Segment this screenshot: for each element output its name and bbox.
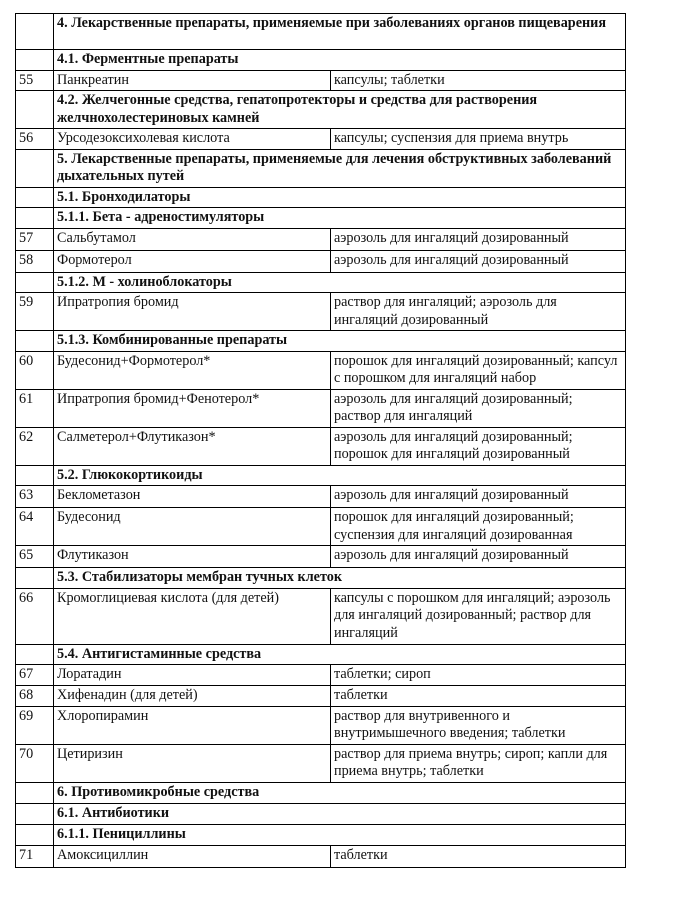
dosage-form: порошок для ингаляций дозированный; суспензия для ингаляций дозированная (331, 508, 626, 546)
drug-row (16, 486, 626, 508)
drug-name: Ипратропия бромид (54, 293, 331, 331)
section-header-row (16, 824, 626, 845)
section-title: 5.3. Стабилизаторы мембран тучных клеток (54, 568, 626, 589)
table-body (16, 14, 626, 868)
drug-name: Беклометазон (54, 486, 331, 508)
dosage-form: капсулы с порошком для ингаляций; аэрозоль для ингаляций дозированный; раствор для ингаляций (331, 588, 626, 644)
drug-row (16, 427, 626, 465)
drug-name: Хлоропирамин (54, 706, 331, 744)
row-number: 58 (16, 250, 54, 272)
row-number: 61 (16, 389, 54, 427)
drug-row (16, 845, 626, 867)
dosage-form: аэрозоль для ингаляций дозированный; порошок для ингаляций дозированный (331, 427, 626, 465)
drug-row (16, 389, 626, 427)
drug-name: Формотерол (54, 250, 331, 272)
number-cell-empty (16, 50, 54, 71)
row-number: 64 (16, 508, 54, 546)
number-cell-empty (16, 272, 54, 293)
dosage-form: капсулы; таблетки (331, 70, 626, 91)
row-number: 71 (16, 845, 54, 867)
drug-row (16, 351, 626, 389)
section-header-row (16, 149, 626, 187)
section-header-row (16, 331, 626, 352)
dosage-form: аэрозоль для ингаляций дозированный (331, 486, 626, 508)
section-header-row (16, 782, 626, 803)
dosage-form: аэрозоль для ингаляций дозированный; раствор для ингаляций (331, 389, 626, 427)
drug-row (16, 228, 626, 250)
dosage-form: капсулы; суспензия для приема внутрь (331, 129, 626, 150)
section-title: 6.1. Антибиотики (54, 803, 626, 824)
drug-name: Салметерол+Флутиказон* (54, 427, 331, 465)
drug-row (16, 665, 626, 686)
section-title: 5.1.1. Бета - адреностимуляторы (54, 208, 626, 229)
row-number: 60 (16, 351, 54, 389)
number-cell-empty (16, 465, 54, 486)
number-cell-empty (16, 91, 54, 129)
section-header-row (16, 568, 626, 589)
drug-row (16, 546, 626, 568)
section-header-row (16, 272, 626, 293)
drug-row (16, 70, 626, 91)
section-title: 5.2. Глюкокортикоиды (54, 465, 626, 486)
section-header-row (16, 187, 626, 208)
dosage-form: раствор для внутривенного и внутримышечного введения; таблетки (331, 706, 626, 744)
dosage-form: аэрозоль для ингаляций дозированный (331, 250, 626, 272)
section-title: 4.1. Ферментные препараты (54, 50, 626, 71)
drug-row (16, 744, 626, 782)
dosage-form: таблетки (331, 845, 626, 867)
section-title: 5. Лекарственные препараты, применяемые для лечения обструктивных заболеваний дыхательных путей (54, 149, 626, 187)
number-cell-empty (16, 803, 54, 824)
section-header-row (16, 803, 626, 824)
section-header-row (16, 14, 626, 50)
number-cell-empty (16, 331, 54, 352)
section-title: 6.1.1. Пенициллины (54, 824, 626, 845)
number-cell-empty (16, 187, 54, 208)
section-header-row (16, 644, 626, 665)
dosage-form: таблетки; сироп (331, 665, 626, 686)
drug-name: Флутиказон (54, 546, 331, 568)
drug-row (16, 129, 626, 150)
section-title: 5.1.3. Комбинированные препараты (54, 331, 626, 352)
row-number: 67 (16, 665, 54, 686)
row-number: 56 (16, 129, 54, 150)
row-number: 57 (16, 228, 54, 250)
drug-name: Будесонид (54, 508, 331, 546)
drug-name: Лоратадин (54, 665, 331, 686)
row-number: 65 (16, 546, 54, 568)
drug-name: Хифенадин (для детей) (54, 686, 331, 707)
section-header-row (16, 91, 626, 129)
row-number: 63 (16, 486, 54, 508)
drug-name: Панкреатин (54, 70, 331, 91)
section-header-row (16, 465, 626, 486)
row-number: 55 (16, 70, 54, 91)
dosage-form: таблетки (331, 686, 626, 707)
dosage-form: раствор для приема внутрь; сироп; капли для приема внутрь; таблетки (331, 744, 626, 782)
section-title: 4.2. Желчегонные средства, гепатопротекторы и средства для растворения желчнохолестериновых камней (54, 91, 626, 129)
number-cell-empty (16, 14, 54, 50)
drug-row (16, 293, 626, 331)
number-cell-empty (16, 824, 54, 845)
drug-name: Урсодезоксихолевая кислота (54, 129, 331, 150)
section-header-row (16, 208, 626, 229)
dosage-form: порошок для ингаляций дозированный; капсул с порошком для ингаляций набор (331, 351, 626, 389)
drug-row (16, 686, 626, 707)
dosage-form: раствор для ингаляций; аэрозоль для ингаляций дозированный (331, 293, 626, 331)
drug-list-table (15, 13, 626, 868)
row-number: 69 (16, 706, 54, 744)
section-title: 5.1.2. М - холиноблокаторы (54, 272, 626, 293)
drug-name: Ипратропия бромид+Фенотерол* (54, 389, 331, 427)
dosage-form: аэрозоль для ингаляций дозированный (331, 546, 626, 568)
drug-name: Будесонид+Формотерол* (54, 351, 331, 389)
number-cell-empty (16, 149, 54, 187)
drug-name: Сальбутамол (54, 228, 331, 250)
number-cell-empty (16, 782, 54, 803)
row-number: 62 (16, 427, 54, 465)
number-cell-empty (16, 568, 54, 589)
row-number: 59 (16, 293, 54, 331)
drug-row (16, 706, 626, 744)
drug-name: Амоксициллин (54, 845, 331, 867)
section-title: 5.1. Бронходилаторы (54, 187, 626, 208)
drug-row (16, 588, 626, 644)
section-header-row (16, 50, 626, 71)
section-title: 4. Лекарственные препараты, применяемые при заболеваниях органов пищеварения (54, 14, 626, 50)
dosage-form: аэрозоль для ингаляций дозированный (331, 228, 626, 250)
section-title: 5.4. Антигистаминные средства (54, 644, 626, 665)
drug-row (16, 250, 626, 272)
drug-name: Цетиризин (54, 744, 331, 782)
number-cell-empty (16, 208, 54, 229)
row-number: 66 (16, 588, 54, 644)
drug-name: Кромоглициевая кислота (для детей) (54, 588, 331, 644)
number-cell-empty (16, 644, 54, 665)
row-number: 68 (16, 686, 54, 707)
section-title: 6. Противомикробные средства (54, 782, 626, 803)
row-number: 70 (16, 744, 54, 782)
drug-row (16, 508, 626, 546)
